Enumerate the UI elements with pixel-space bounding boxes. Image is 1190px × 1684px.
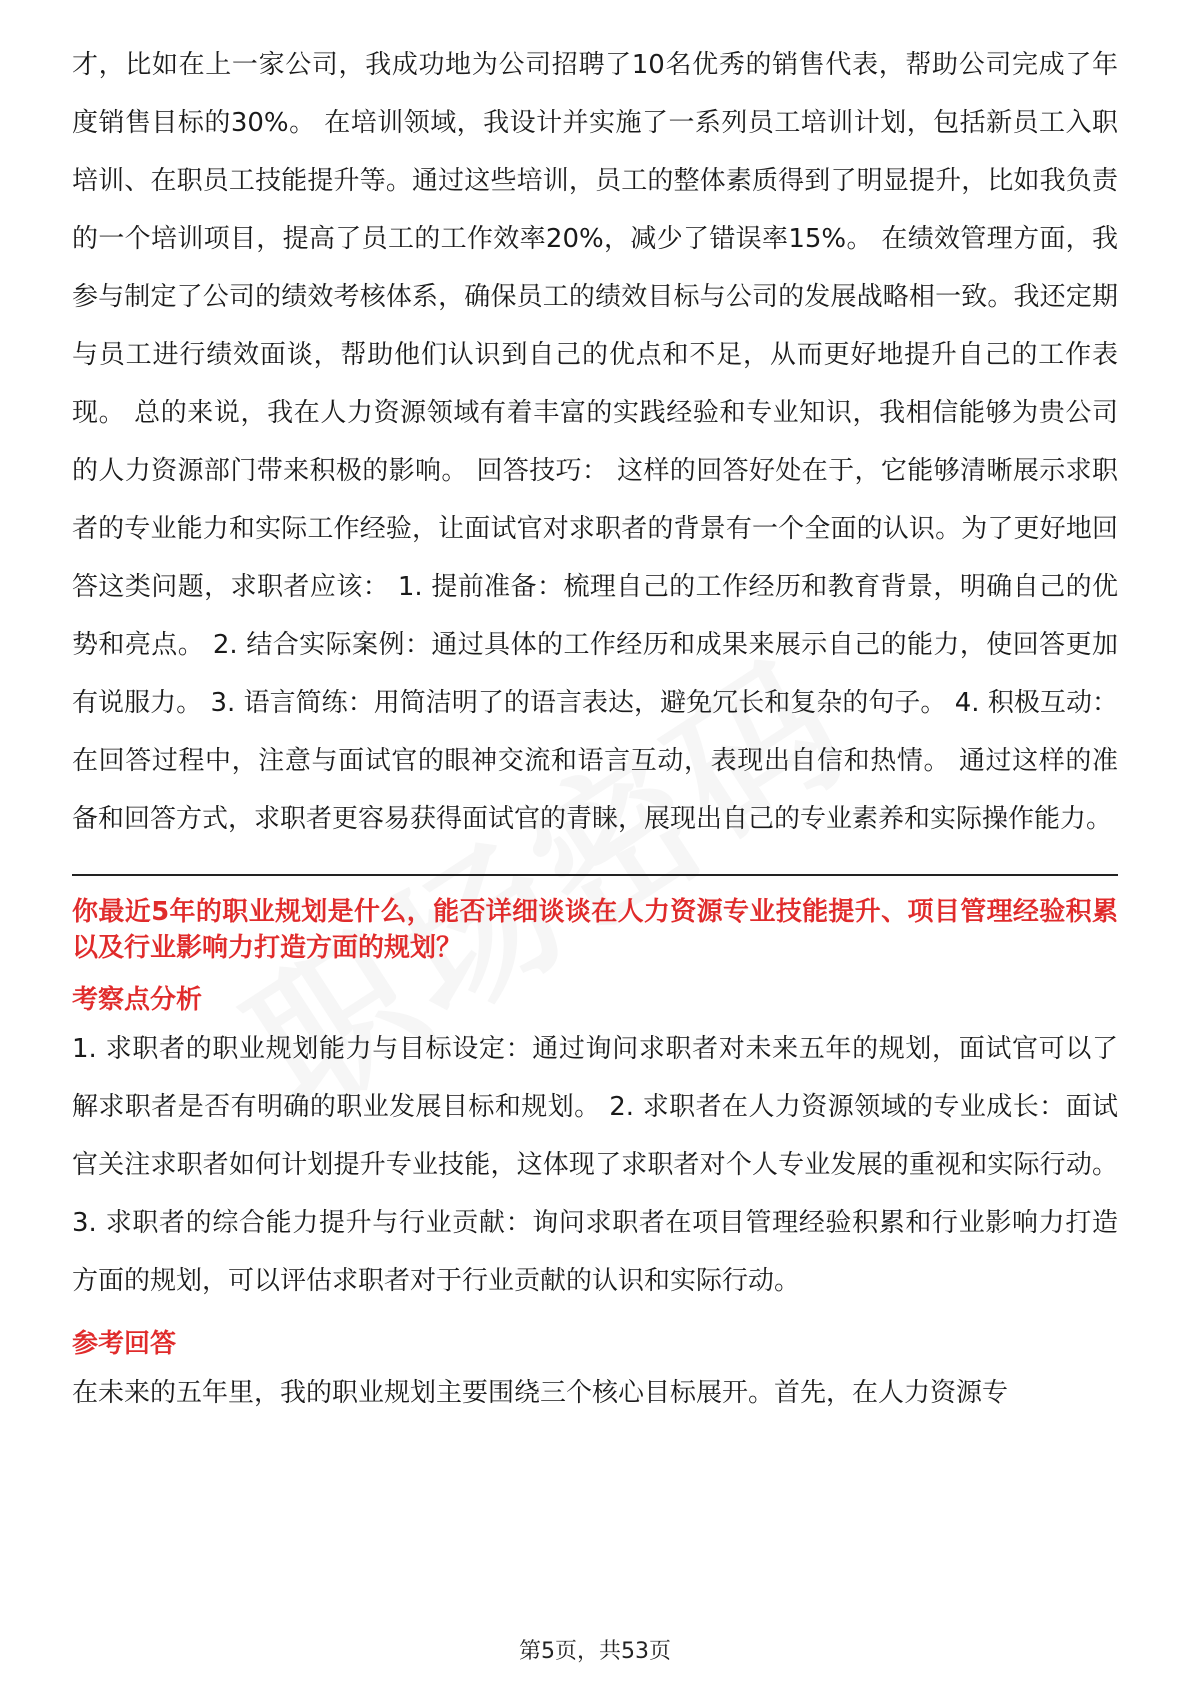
question-title: 你最近5年的职业规划是什么，能否详细谈谈在人力资源专业技能提升、项目管理经验积累以及行业影响力打造方面的规划？ bbox=[72, 897, 1118, 963]
section-divider bbox=[72, 874, 1118, 876]
analysis-heading: 考察点分析 bbox=[72, 985, 203, 1015]
answer-paragraph: 在未来的五年里，我的职业规划主要围绕三个核心目标展开。首先，在人力资源专 bbox=[72, 1378, 1009, 1408]
page-content bbox=[72, 36, 1118, 1422]
answer-heading: 参考回答 bbox=[72, 1329, 177, 1359]
page-number: 第5页，共53页 bbox=[519, 1639, 671, 1664]
analysis-paragraph: 1. 求职者的职业规划能力与目标设定：通过询问求职者对未来五年的规划，面试官可以了解求职者是否有明确的职业发展目标和规划。 2. 求职者在人力资源领域的专业成长：面试官关注求职者如何计划提升专业技能，这体现了求职者对个人专业发展的重视和实际行动。 3. 求职者的综合能力提升与行业贡献：询问求职者在项目管理经验积累和行业影响力打造方面的规划，可以评估求职者对于行业贡献的认识和实际行动。 bbox=[72, 1034, 1118, 1296]
intro-paragraph: 才，比如在上一家公司，我成功地为公司招聘了10名优秀的销售代表，帮助公司完成了年度销售目标的30%。 在培训领域，我设计并实施了一系列员工培训计划，包括新员工入职培训、在职员工技能提升等。通过这些培训，员工的整体素质得到了明显提升，比如我负责的一个培训项目，提高了员工的工作效率20%，减少了错误率15%。 在绩效管理方面，我参与制定了公司的绩效考核体系，确保员工的绩效目标与公司的发展战略相一致。我还定期与员工进行绩效面谈，帮助他们认识到自己的优点和不足，从而更好地提升自己的工作表现。 总的来说，我在人力资源领域有着丰富的实践经验和专业知识，我相信能够为贵公司的人力资源部门带来积极的影响。 回答技巧： 这样的回答好处在于，它能够清晰展示求职者的专业能力和实际工作经验，让面试官对求职者的背景有一个全面的认识。为了更好地回答这类问题，求职者应该： 1. 提前准备：梳理自己的工作经历和教育背景，明确自己的优势和亮点。 2. 结合实际案例：通过具体的工作经历和成果来展示自己的能力，使回答更加有说服力。 3. 语言简练：用简洁明了的语言表达，避免冗长和复杂的句子。 4. 积极互动：在回答过程中，注意与面试官的眼神交流和语言互动，表现出自信和热情。 通过这样的准备和回答方式，求职者更容易获得面试官的青睐，展现出自己的专业素养和实际操作能力。 bbox=[72, 50, 1119, 834]
